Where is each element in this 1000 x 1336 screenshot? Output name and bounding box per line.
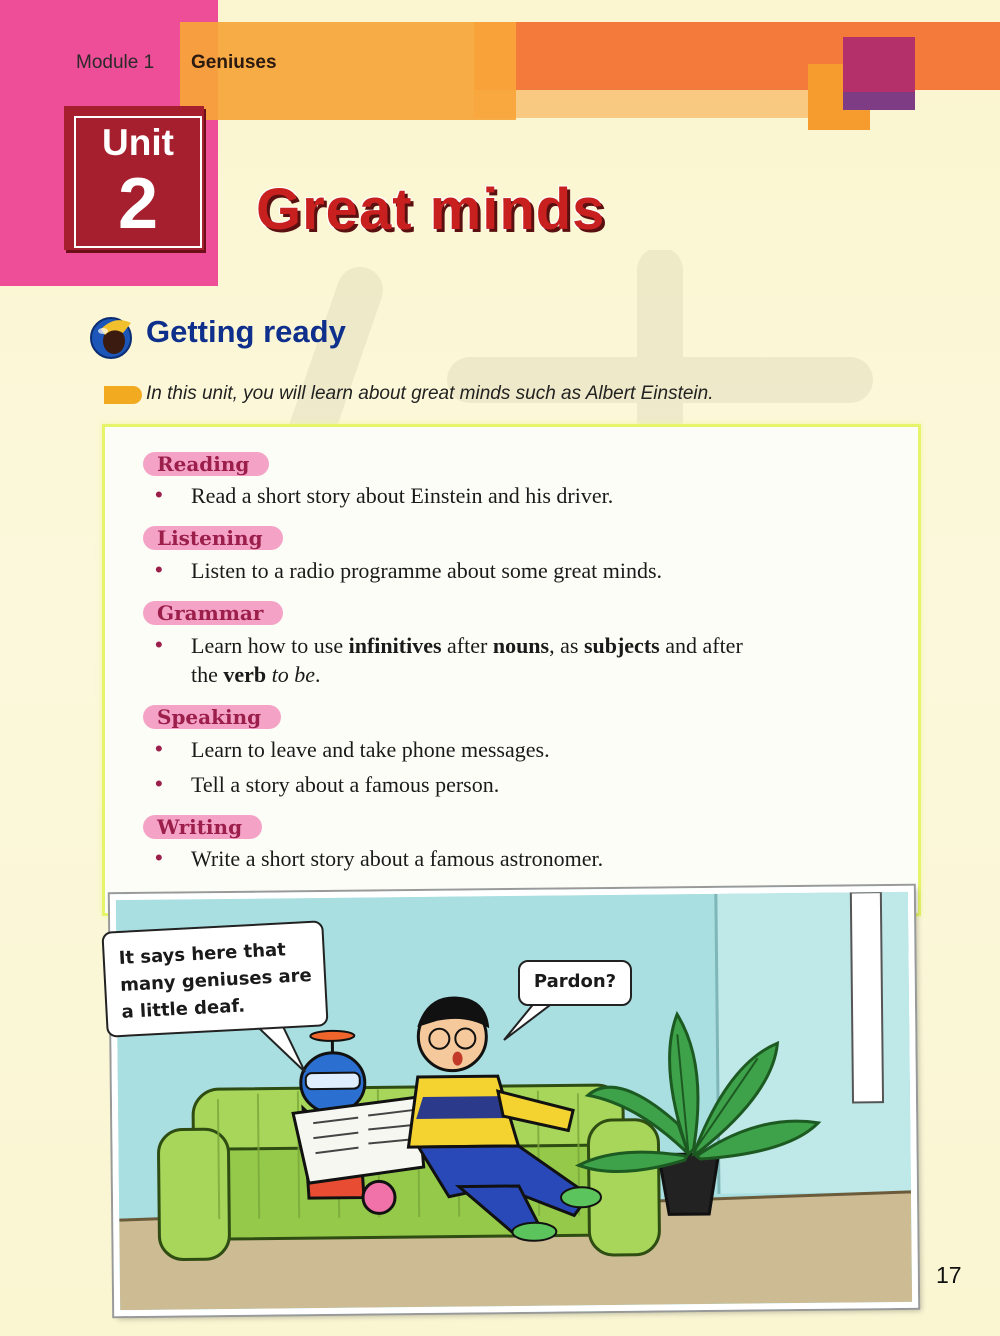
unit-word: Unit: [102, 122, 174, 163]
speech-bubble-boy-text: Pardon?: [533, 971, 617, 992]
bullet-icon: •: [155, 482, 163, 507]
page-number: 17: [936, 1262, 962, 1288]
module-name: Geniuses: [191, 52, 277, 73]
section-label-writing: Writing: [143, 815, 262, 839]
speaking-item-2: Tell a story about a famous person.: [191, 772, 500, 797]
header-purple-strip: [843, 92, 915, 110]
listening-item: Listen to a radio programme about some great minds.: [191, 558, 663, 583]
speech-bubble-robot: [101, 920, 328, 1037]
header-orange-strip: [474, 90, 814, 118]
section-label-grammar: Grammar: [143, 601, 283, 625]
bullet-icon: •: [155, 557, 163, 582]
header-orange-band: [474, 22, 1000, 90]
writing-item: Write a short story about a famous astronomer.: [191, 846, 604, 871]
intro-text: In this unit, you will learn about great minds such as Albert Einstein.: [146, 383, 714, 404]
section-label-reading: Reading: [143, 452, 269, 476]
reading-item: Read a short story about Einstein and his driver.: [191, 483, 614, 508]
unit-badge-frame: [74, 116, 202, 248]
speaking-item-1: Learn to leave and take phone messages.: [191, 737, 550, 762]
module-label: Module 1: [76, 52, 155, 73]
objectives-card: [102, 424, 921, 916]
bullet-icon: •: [155, 845, 163, 870]
page-title: Great minds: [256, 177, 606, 242]
unit-badge: [64, 106, 204, 250]
section-label-speaking: Speaking: [143, 705, 281, 729]
bullet-icon: •: [155, 771, 163, 796]
speech-bubble-boy: [518, 960, 632, 1006]
grammar-item: [191, 631, 891, 689]
unit-number: 2: [117, 164, 159, 244]
bullet-icon: •: [155, 736, 163, 761]
grammar-line-1: Learn how to use infinitives after nouns, as subjects and after: [191, 633, 743, 658]
section-label-listening: Listening: [143, 526, 283, 550]
getting-ready-icon: [87, 313, 139, 359]
speech-bubble-robot-text: It says here that many geniuses are a little deaf.: [118, 939, 313, 1023]
grammar-line-2: the verb to be.: [191, 662, 321, 687]
bullet-icon: •: [155, 632, 163, 657]
getting-ready-heading: Getting ready: [146, 314, 346, 349]
intro-marker-icon: [104, 386, 142, 404]
